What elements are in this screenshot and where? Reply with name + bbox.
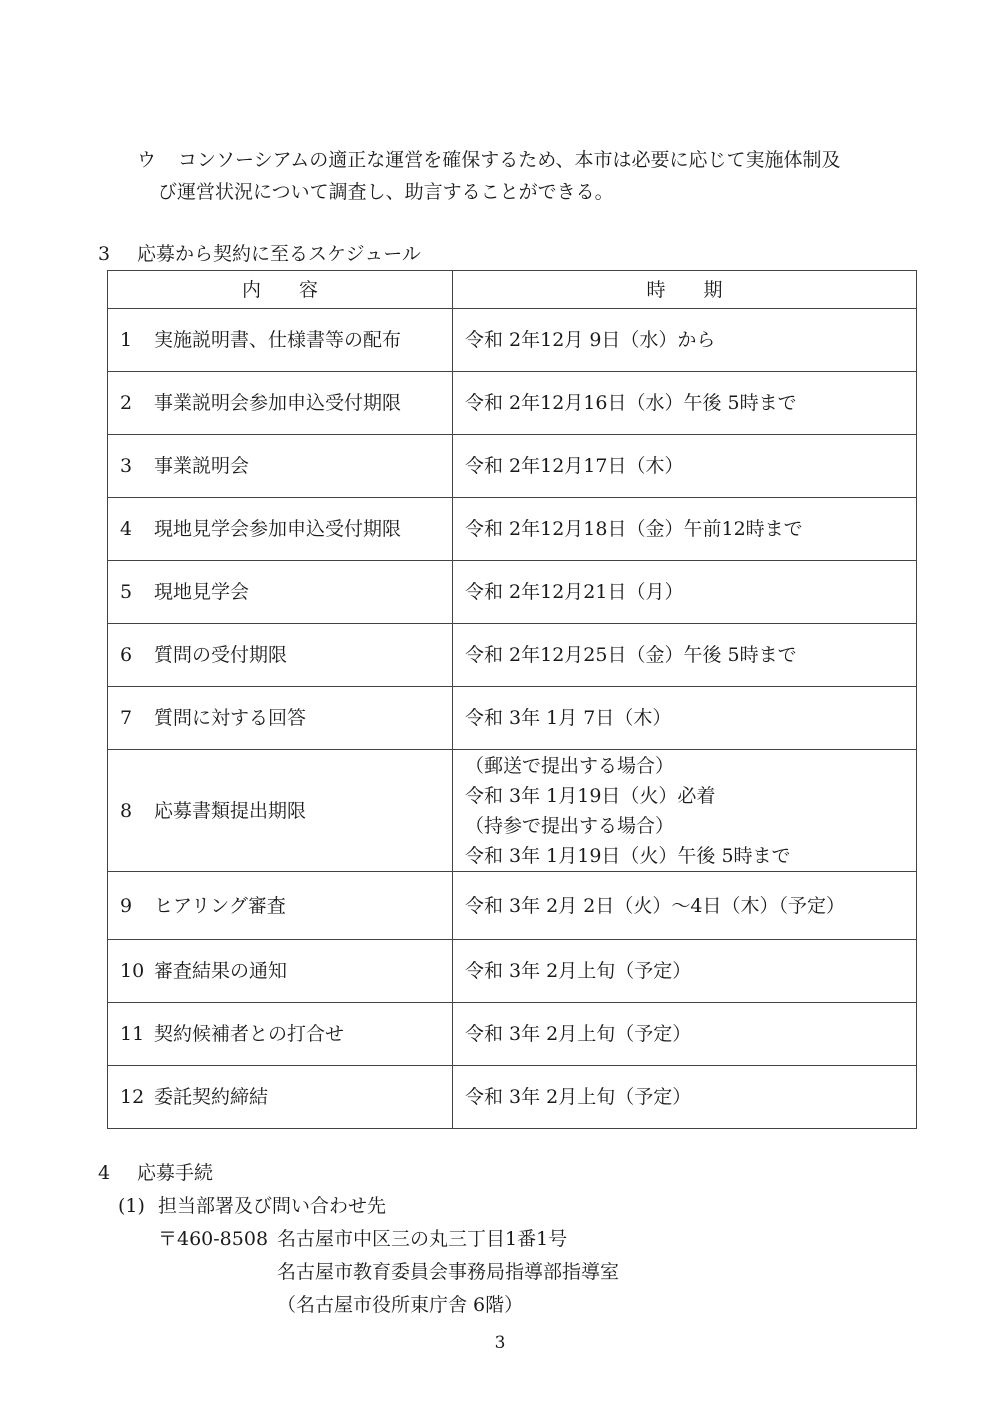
- period-line: 令和 3年 1月19日（火）必着: [465, 784, 716, 807]
- row-number: 6: [120, 644, 133, 666]
- row-content: ヒアリング審査: [154, 894, 286, 917]
- section3-number: 3: [98, 243, 111, 265]
- row-number: 3: [120, 455, 133, 477]
- row-number: 10: [120, 960, 145, 982]
- row-number: 9: [120, 894, 133, 917]
- row-content: 応募書類提出期限: [154, 799, 307, 822]
- table-row: [108, 624, 917, 687]
- table-row: [108, 561, 917, 624]
- period-line: 令和 3年 1月19日（火）午後 5時まで: [465, 844, 791, 867]
- building-name: （名古屋市役所東庁舎 6階）: [277, 1294, 524, 1316]
- row-content: 委託契約締結: [154, 1086, 269, 1108]
- period-line: （持参で提出する場合）: [465, 814, 675, 837]
- table-row: [108, 872, 917, 940]
- row-content: 事業説明会: [154, 455, 250, 477]
- row-period: 令和 3年 2月上旬（予定）: [453, 1066, 917, 1129]
- clause-u-line2: び運営状況について調査し、助言することができる。: [158, 181, 614, 203]
- row-period: 令和 3年 2月上旬（予定）: [453, 1003, 917, 1066]
- row-period: 令和 3年 2月 2日（火）～4日（木）（予定）: [453, 872, 917, 940]
- table-header-row: [108, 271, 917, 309]
- address: 名古屋市中区三の丸三丁目1番1号: [277, 1228, 568, 1250]
- row-period: 令和 2年12月17日（木）: [453, 435, 917, 498]
- row-period: 令和 3年 2月上旬（予定）: [453, 940, 917, 1003]
- row-content: 質問に対する回答: [154, 707, 307, 729]
- row-period: 令和 2年12月21日（月）: [453, 561, 917, 624]
- row-content: 実施説明書、仕様書等の配布: [154, 329, 402, 351]
- postal-code: 〒460-8508: [158, 1228, 269, 1250]
- clause-u-marker: ウ: [137, 149, 157, 171]
- row-number: 11: [120, 1023, 145, 1045]
- clause-u-line1: コンソーシアムの適正な運営を確保するため、本市は必要に応じて実施体制及: [178, 149, 841, 171]
- table-row: [108, 750, 917, 872]
- sub1-marker: (1): [118, 1195, 145, 1217]
- header-period: 時 期: [453, 271, 917, 309]
- row-number: 4: [120, 518, 133, 540]
- row-number: 1: [120, 329, 133, 351]
- table-row: [108, 940, 917, 1003]
- row-content: 事業説明会参加申込受付期限: [154, 392, 402, 414]
- row-number: 7: [120, 707, 133, 729]
- row-period: 令和 3年 1月 7日（木）: [453, 687, 917, 750]
- row-content: 質問の受付期限: [154, 644, 288, 666]
- table-row: [108, 498, 917, 561]
- row-content: 現地見学会参加申込受付期限: [154, 518, 402, 540]
- row-content: 契約候補者との打合せ: [154, 1023, 345, 1045]
- table-row: [108, 372, 917, 435]
- office-name: 名古屋市教育委員会事務局指導部指導室: [277, 1261, 620, 1283]
- sub1-title: 担当部署及び問い合わせ先: [158, 1195, 387, 1217]
- row-content: 審査結果の通知: [154, 960, 288, 982]
- row-period: 令和 2年12月 9日（水）から: [453, 309, 917, 372]
- table-row: [108, 687, 917, 750]
- section3-title: 応募から契約に至るスケジュール: [137, 243, 421, 265]
- row-period: 令和 2年12月18日（金）午前12時まで: [453, 498, 917, 561]
- table-row: [108, 1003, 917, 1066]
- row-number: 2: [120, 392, 133, 414]
- table-row: [108, 1066, 917, 1129]
- row-period: 令和 2年12月25日（金）午後 5時まで: [453, 624, 917, 687]
- table-row: [108, 309, 917, 372]
- page-number: 3: [494, 1333, 506, 1353]
- row-number: 12: [120, 1086, 145, 1108]
- row-period: 令和 2年12月16日（水）午後 5時まで: [453, 372, 917, 435]
- period-line: （郵送で提出する場合）: [465, 754, 675, 777]
- row-content: 現地見学会: [154, 581, 250, 603]
- table-row: [108, 435, 917, 498]
- header-content: 内 容: [108, 271, 453, 309]
- row-number: 8: [120, 799, 133, 822]
- row-number: 5: [120, 581, 133, 603]
- section4-number: 4: [98, 1162, 111, 1184]
- schedule-table: [107, 270, 917, 1129]
- section4-title: 応募手続: [137, 1162, 214, 1184]
